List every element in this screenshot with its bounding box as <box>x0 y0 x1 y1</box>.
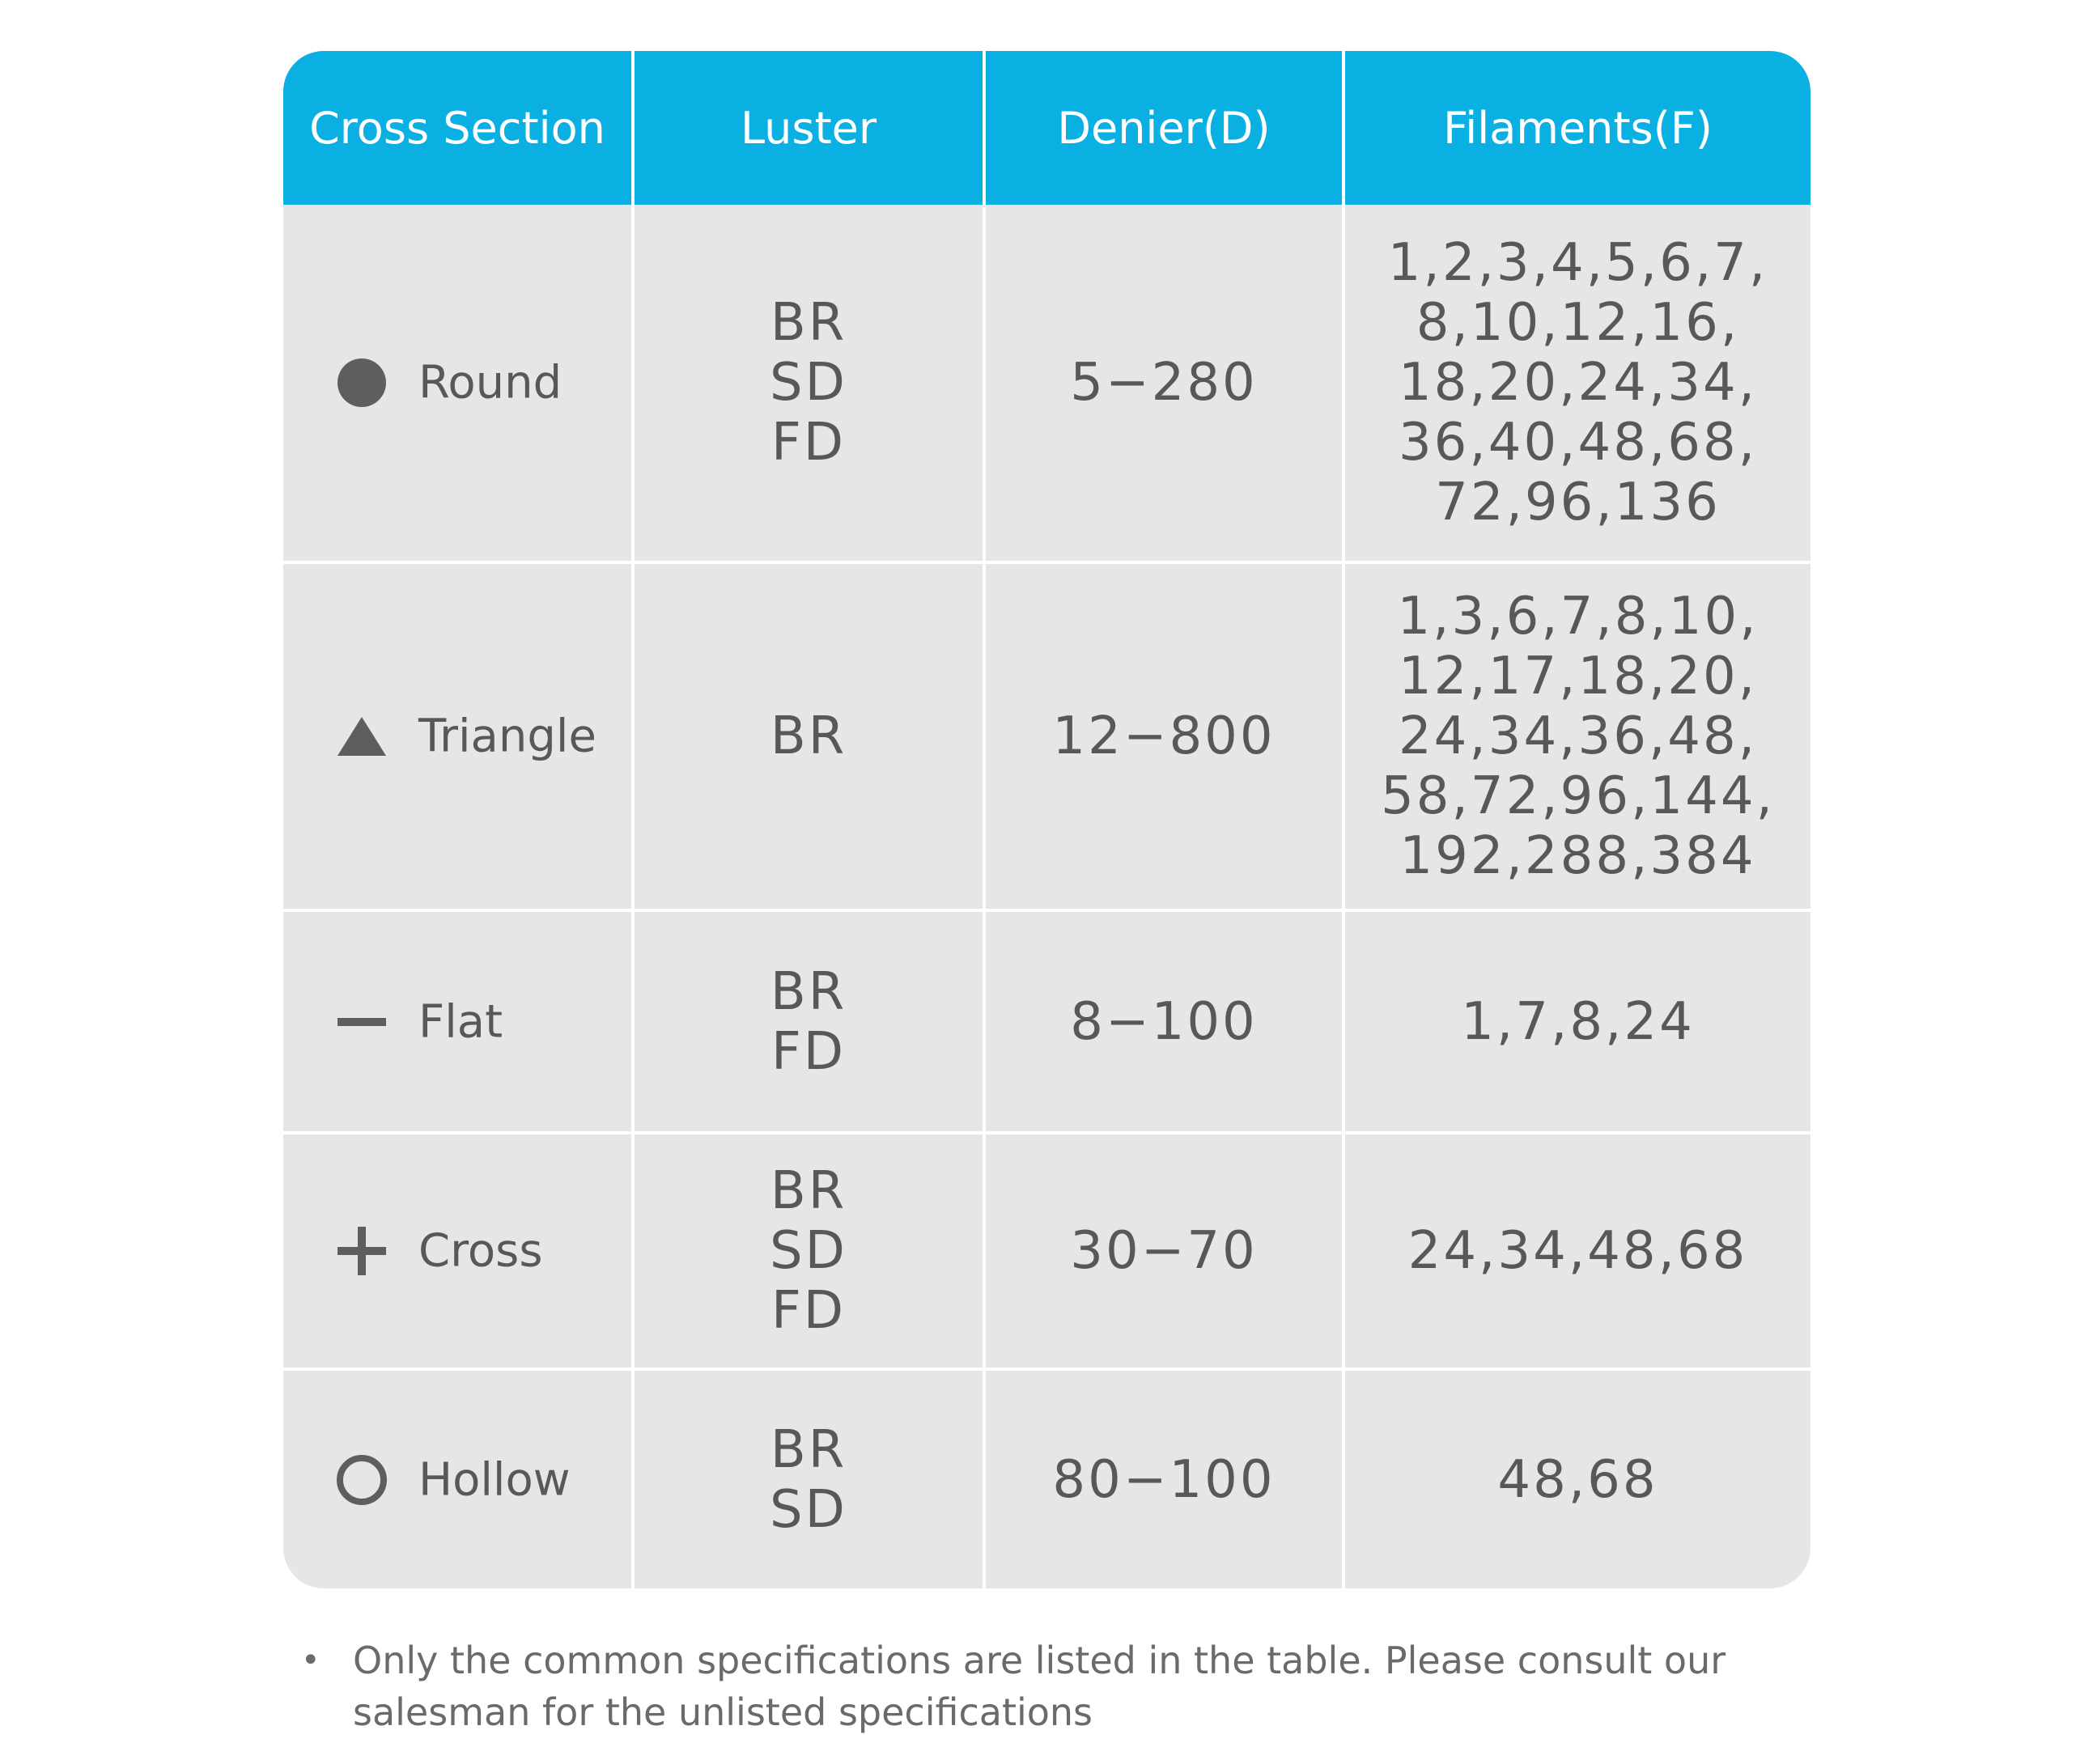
column-divider <box>631 51 635 1588</box>
denier-value: 12−800 <box>1052 706 1276 766</box>
cross-section-label: Triangle <box>418 710 596 763</box>
luster-value: SD <box>770 1479 847 1540</box>
dash-icon <box>336 996 388 1048</box>
denier-value: 80−100 <box>1052 1449 1276 1510</box>
cross-section-label: Round <box>418 356 562 409</box>
table-row-round <box>283 205 1810 561</box>
column-divider <box>983 51 986 1588</box>
filled-triangle-icon <box>336 710 388 762</box>
cross-section-cell <box>283 1134 631 1368</box>
filled-circle-icon <box>336 357 388 409</box>
table-row-triangle <box>283 564 1810 909</box>
denier-value: 30−70 <box>1070 1221 1258 1281</box>
filaments-cell <box>1345 564 1810 909</box>
hollow-circle-icon <box>336 1454 388 1506</box>
denier-cell <box>986 564 1342 909</box>
filaments-line: 36,40,48,68, <box>1398 413 1758 473</box>
denier-cell <box>986 205 1342 561</box>
filaments-line: 1,7,8,24 <box>1461 991 1695 1052</box>
cross-section-label: Hollow <box>418 1453 571 1506</box>
filaments-line: 1,2,3,4,5,6,7, <box>1387 233 1768 293</box>
luster-value: SD <box>770 1221 847 1281</box>
column-divider <box>1342 51 1345 1588</box>
spec-table <box>283 51 1810 1588</box>
denier-cell <box>986 912 1342 1131</box>
filaments-line: 24,34,36,48, <box>1398 706 1758 766</box>
filaments-line: 8,10,12,16, <box>1416 293 1740 353</box>
cross-section-cell <box>283 1371 631 1588</box>
table-header <box>283 51 1810 205</box>
luster-value: FD <box>770 1281 847 1341</box>
table-row-flat <box>283 912 1810 1131</box>
cross-section-cell <box>283 564 631 909</box>
denier-value: 8−100 <box>1070 991 1258 1052</box>
header-denier: Denier(D) <box>1057 102 1271 154</box>
filaments-line: 48,68 <box>1497 1449 1658 1510</box>
denier-value: 5−280 <box>1070 353 1258 413</box>
luster-cell <box>635 1134 983 1368</box>
luster-cell <box>635 912 983 1131</box>
filaments-cell <box>1345 912 1810 1131</box>
denier-cell <box>986 1371 1342 1588</box>
footnote-text: Only the common specifications are listed in the table. Please consult our salesman for the unlisted specifications <box>353 1639 1726 1734</box>
row-divider <box>283 909 1810 912</box>
luster-value: BR <box>770 293 847 353</box>
filaments-line: 58,72,96,144, <box>1381 766 1775 826</box>
luster-cell <box>635 564 983 909</box>
filaments-cell <box>1345 205 1810 561</box>
luster-value: BR <box>770 961 847 1022</box>
luster-value: BR <box>770 1161 847 1221</box>
row-divider <box>283 1131 1810 1134</box>
cross-section-cell <box>283 912 631 1131</box>
plus-icon <box>336 1225 388 1277</box>
filaments-line: 72,96,136 <box>1435 473 1721 532</box>
luster-value: FD <box>770 413 847 473</box>
luster-cell <box>635 1371 983 1588</box>
filaments-cell <box>1345 1134 1810 1368</box>
bullet-icon: • <box>301 1642 320 1679</box>
header-luster: Luster <box>740 102 877 154</box>
filaments-line: 1,3,6,7,8,10, <box>1397 587 1759 647</box>
cross-section-label: Cross <box>418 1224 543 1278</box>
filaments-line: 192,288,384 <box>1399 826 1756 886</box>
luster-cell <box>635 205 983 561</box>
header-filaments: Filaments(F) <box>1443 102 1713 154</box>
luster-value: BR <box>770 1419 847 1480</box>
filaments-cell <box>1345 1371 1810 1588</box>
cross-section-label: Flat <box>418 995 503 1048</box>
luster-value: BR <box>770 706 847 766</box>
footnote <box>301 1635 1823 1738</box>
luster-value: SD <box>770 353 847 413</box>
row-divider <box>283 561 1810 564</box>
cross-section-cell <box>283 205 631 561</box>
table-row-hollow <box>283 1371 1810 1588</box>
row-divider <box>283 1368 1810 1371</box>
denier-cell <box>986 1134 1342 1368</box>
table-row-cross <box>283 1134 1810 1368</box>
header-cross-section: Cross Section <box>309 102 605 154</box>
filaments-line: 12,17,18,20, <box>1398 647 1758 706</box>
filaments-line: 24,34,48,68 <box>1407 1221 1748 1281</box>
luster-value: FD <box>770 1021 847 1082</box>
filaments-line: 18,20,24,34, <box>1398 353 1758 413</box>
